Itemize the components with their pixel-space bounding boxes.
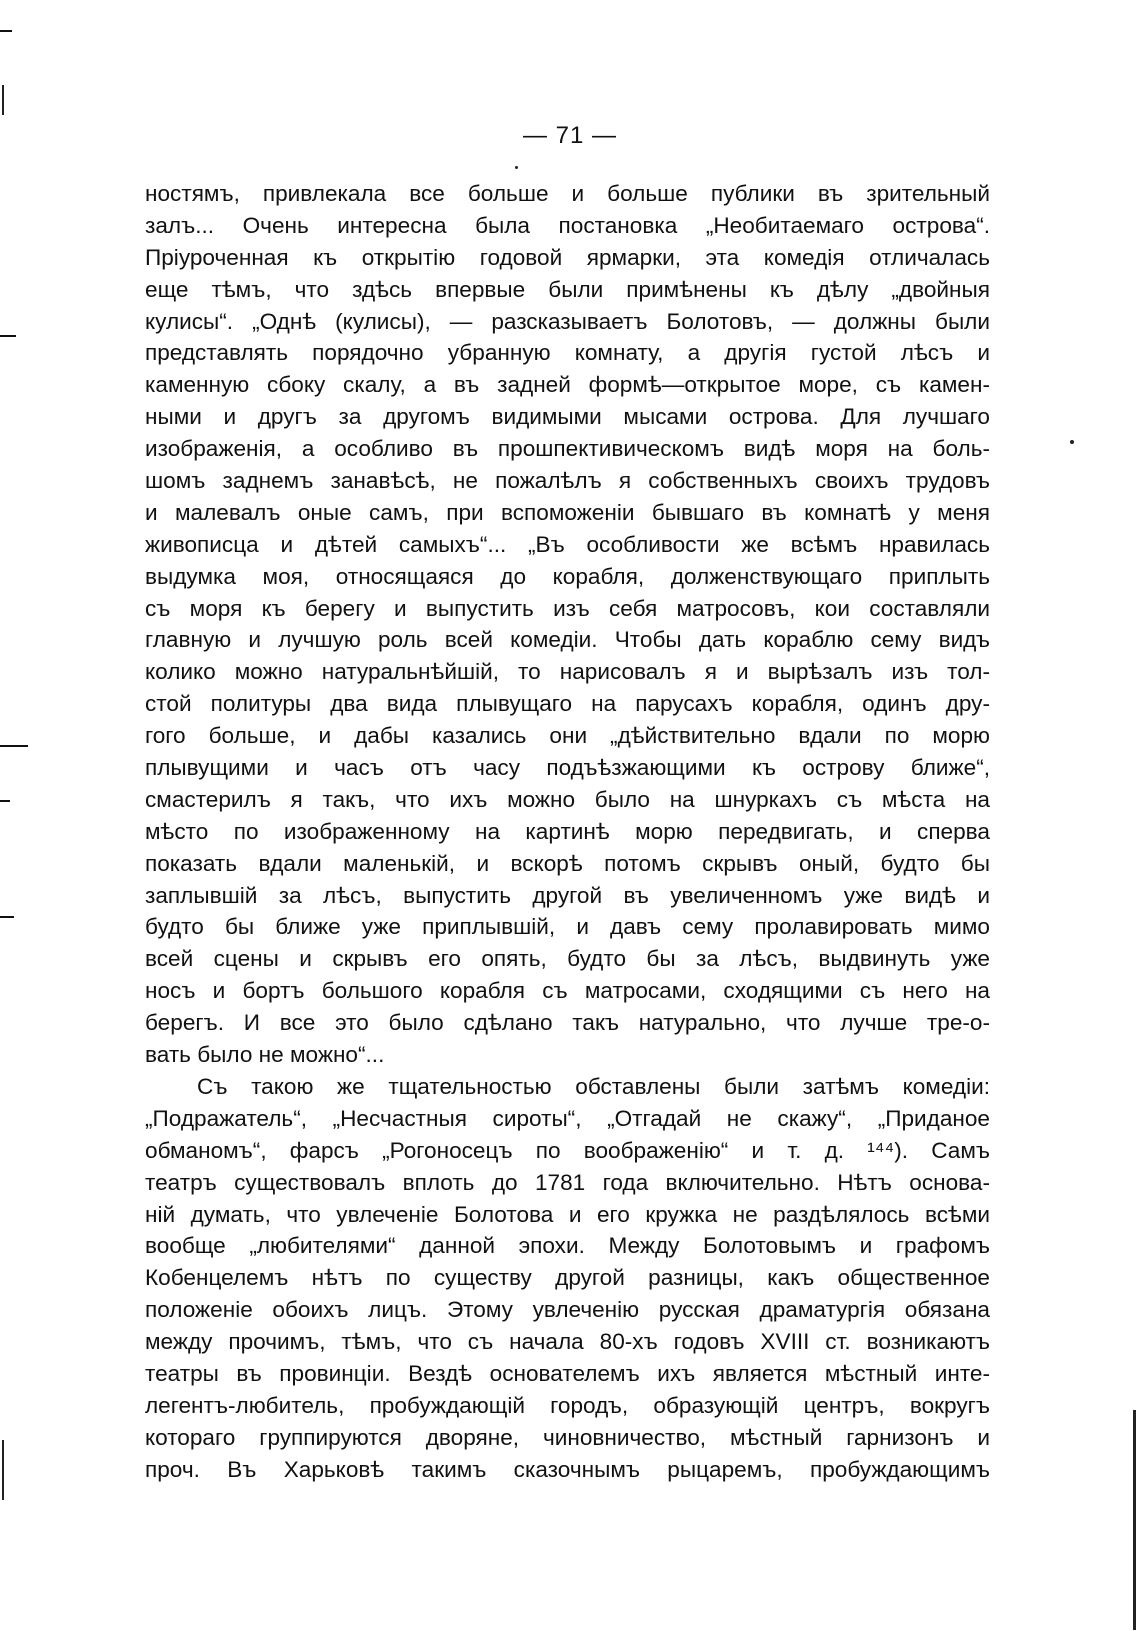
body-text [145,178,990,1486]
scan-mark [0,800,10,802]
text-line: „Подражатель“, „Несчастныя сироты“, „Отгадай не скажу“, „Приданое [145,1105,990,1131]
text-line: между прочимъ, тѣмъ, что съ начала 80-хъ годовъ XVIII ст. возникаютъ [145,1329,990,1355]
text-line: носъ и бортъ большого корабля съ матросами, сходящими съ него на [145,978,990,1004]
text-line: выдумка моя, относящаяся до корабля, долженствующаго приплыть [145,563,990,589]
text-line: плывущими и часъ отъ часу подъѣзжающими къ острову ближе“, [145,755,990,781]
text-line: ными и другъ за другомъ видимыми мысами острова. Для лучшаго [145,404,990,430]
text-line: будто бы ближе уже приплывшій, и давъ сему пролавировать мимо [145,914,990,940]
text-line: ній думать, что увлеченіе Болотова и его кружка не раздѣлялось всѣми [145,1201,990,1227]
scan-mark [2,85,4,115]
text-line: легентъ-любитель, пробуждающій городъ, образующій центръ, вокругъ [145,1392,990,1418]
page-number: — 71 — [522,122,618,149]
paragraph-start-line: Съ такою же тщательностью обставлены были затѣмъ комедіи: [197,1073,990,1099]
text-line: берегъ. И все это было сдѣлано такъ натурально, что лучше тре-о- [145,1010,990,1036]
text-line: каменную сбоку скалу, а въ задней формѣ—открытое море, съ камен- [145,372,990,398]
text-line: вообще „любителями“ данной эпохи. Между Болотовымъ и графомъ [145,1233,990,1259]
scan-mark [0,335,16,337]
text-line: и малевалъ оные самъ, при вспоможеніи бывшаго въ комнатѣ у меня [145,499,990,525]
scan-mark [0,745,28,747]
text-line: залъ... Очень интересна была постановка „Необитаемаго острова“. [145,212,990,238]
text-line: положеніе обоихъ лицъ. Этому увлеченію русская драматургія обязана [145,1297,990,1323]
text-line: Пріуроченная къ открытію годовой ярмарки, эта комедія отличалась [145,244,990,270]
scan-mark [0,30,12,32]
text-line: живописца и дѣтей самыхъ“... „Въ особливости же всѣмъ нравилась [145,531,990,557]
text-line: представлять порядочно убранную комнату, а другія густой лѣсъ и [145,340,990,366]
text-line: Кобенцелемъ нѣтъ по существу другой разницы, какъ общественное [145,1265,990,1291]
text-line: проч. Въ Харьковѣ такимъ сказочнымъ рыцаремъ, пробуждающимъ [145,1456,990,1482]
text-line: смастерилъ я такъ, что ихъ можно было на шнуркахъ съ мѣста на [145,786,990,812]
scan-mark [1133,1410,1136,1630]
text-line: мѣсто по изображенному на картинѣ морю передвигать, и сперва [145,818,990,844]
text-line: шомъ заднемъ занавѣсѣ, не пожалѣлъ я собственныхъ своихъ трудовъ [145,468,990,494]
text-line: еще тѣмъ, что здѣсь впервые были примѣнены къ дѣлу „двойныя [145,276,990,302]
text-line: кулисы“. „Однѣ (кулисы), — разсказываетъ Болотовъ, — должны были [145,308,990,334]
text-line: изображенія, а особливо въ прошпективическомъ видѣ моря на боль- [145,436,990,462]
scan-speck [1070,440,1074,444]
scan-mark [2,1440,4,1500]
text-line: заплывшій за лѣсъ, выпустить другой въ увеличенномъ уже видѣ и [145,882,990,908]
text-line: котораго группируются дворяне, чиновничество, мѣстный гарнизонъ и [145,1424,990,1450]
text-line: обманомъ“, фарсъ „Рогоносецъ по воображенію“ и т. д. ¹⁴⁴). Самъ [145,1137,990,1163]
text-line: главную и лучшую роль всей комедіи. Чтобы дать кораблю сему видъ [145,627,990,653]
text-line: вать было не можно“... [145,1042,385,1068]
text-line: съ моря къ берегу и выпустить изъ себя матросовъ, кои составляли [145,595,990,621]
scan-speck [515,166,518,169]
text-line: ностямъ, привлекала все больше и больше публики въ зрительный [145,181,990,206]
text-line: показать вдали маленькій, и вскорѣ потомъ скрывъ оный, будто бы [145,850,990,876]
text-line: театръ существовалъ вплоть до 1781 года включительно. Нѣтъ основа- [145,1169,990,1195]
text-line: гого больше, и дабы казались они „дѣйствительно вдали по морю [145,723,990,749]
text-line: стой политуры два вида плывущаго на парусахъ корабля, одинъ дру- [145,691,990,717]
text-line: колико можно натуральнѣйшій, то нарисовалъ я и вырѣзалъ изъ тол- [145,659,990,685]
scan-mark [0,916,14,918]
text-line: всей сцены и скрывъ его опять, будто бы за лѣсъ, выдвинуть уже [145,946,990,972]
text-line: театры въ провинціи. Вездѣ основателемъ ихъ является мѣстный инте- [145,1360,990,1386]
